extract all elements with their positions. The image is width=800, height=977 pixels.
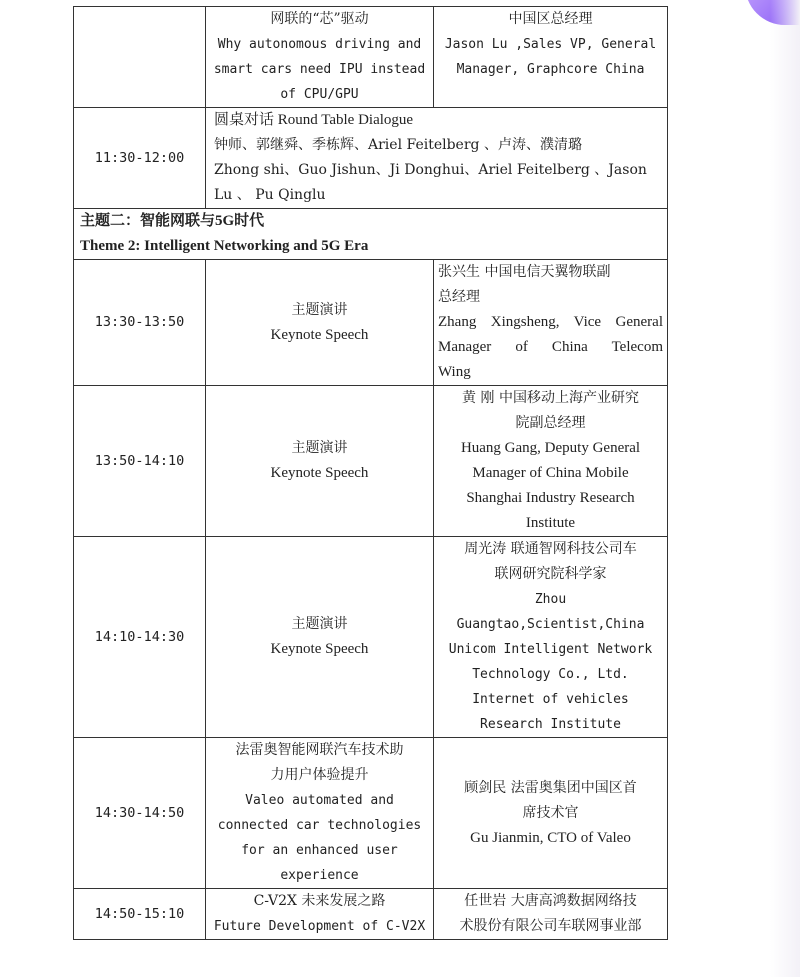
speaker-line: 中国区总经理 [508,11,593,27]
topic-line: Keynote Speech [270,641,369,657]
topic-line: for an enhanced user [241,843,398,858]
speaker-cell [434,7,668,108]
topic-cell [206,537,434,738]
topic-cell [206,889,434,940]
agenda-row [74,386,668,537]
agenda-row [74,889,668,940]
speaker-line: 任世岩 大唐高鸿数据网络技 [464,893,637,909]
time-cell: 14:10-14:30 [74,537,206,738]
agenda-row [74,738,668,889]
topic-cell [206,260,434,386]
topic-line: Valeo automated and [245,793,394,808]
speaker-line: Wing [438,364,471,380]
topic-line: 法雷奥智能网联汽车技术助 [235,742,404,758]
time-cell: 14:30-14:50 [74,738,206,889]
speaker-line: Guangtao,Scientist,China [456,617,645,632]
speaker-line: Huang Gang, Deputy General [460,440,641,456]
speaker-line: 张兴生 中国电信天翼物联副 [438,264,611,280]
topic-cell [206,7,434,108]
time-cell: 11:30-12:00 [74,108,206,209]
speaker-cell [434,889,668,940]
speaker-cell [434,386,668,537]
roundtable-line: 钟师、郭继舜、季栋辉、Ariel Feitelberg 、卢涛、濮清璐 [214,137,582,153]
topic-cell [206,386,434,537]
topic-cell [206,738,434,889]
topic-line: Future Development of C-V2X [213,919,426,934]
speaker-line: Manager of China Mobile [472,465,629,481]
speaker-line: Manager, Graphcore China [456,62,645,77]
speaker-line: Gu Jianmin, CTO of Valeo [470,829,631,846]
page-edge-shadow [770,0,800,977]
topic-line: smart cars need IPU instead [213,62,426,77]
agenda-table [73,6,668,940]
speaker-line: 周光涛 联通智网科技公司车 [464,541,637,557]
topic-line: Keynote Speech [270,326,369,343]
topic-line: of CPU/GPU [280,87,359,102]
speaker-cell [434,537,668,738]
topic-line: connected car technologies [217,818,422,833]
topic-line: C-V2X 未来发展之路 [253,893,386,909]
speaker-cell [434,260,668,386]
speaker-line: Technology Co., Ltd. [472,667,629,682]
speaker-line: Zhang Xingsheng, Vice General [438,314,663,330]
speaker-line: Shanghai Industry Research [466,490,635,506]
time-cell: 13:30-13:50 [74,260,206,386]
roundtable-cell [206,108,668,209]
speaker-line: Institute [525,515,576,531]
roundtable-line: Lu 、 Pu Qinglu [214,187,326,203]
theme-cell [74,209,668,260]
agenda-row [74,260,668,386]
topic-line: 主题演讲 [291,440,348,456]
topic-line: 主题演讲 [291,616,348,632]
agenda-row [74,7,668,108]
speaker-cell [434,738,668,889]
speaker-line: 顾剑民 法雷奥集团中国区首 [464,779,637,796]
speaker-line: Zhou [534,592,567,607]
agenda-row [74,108,668,209]
time-cell [74,7,206,108]
speaker-line: Manager of China Telecom [438,339,663,355]
speaker-line: 院副总经理 [515,415,586,431]
speaker-line: Internet of vehicles [472,692,629,707]
topic-line: 网联的“芯”驱动 [270,11,369,27]
topic-line: 力用户体验提升 [270,767,369,783]
speaker-line: Research Institute [480,717,621,732]
speaker-line: 席技术官 [522,804,579,821]
theme-row [74,209,668,260]
roundtable-title: 圆桌对话 Round Table Dialogue [214,112,414,128]
time-cell: 14:50-15:10 [74,889,206,940]
topic-line: 主题演讲 [291,301,348,318]
speaker-line: 总经理 [438,289,480,305]
roundtable-line: Zhong shi、Guo Jishun、Ji Donghui、Ariel Feitelberg 、Jason [214,162,647,178]
theme-title-cn: 主题二：智能网联与5G时代 [80,213,265,229]
theme-title-en: Theme 2: Intelligent Networking and 5G Era [80,238,369,254]
topic-line: Why autonomous driving and [217,37,422,52]
agenda-row [74,537,668,738]
speaker-line: 联网研究院科学家 [494,566,607,582]
speaker-line: Jason Lu ,Sales VP, General [444,37,657,52]
speaker-line: 黄 刚 中国移动上海产业研究 [462,390,639,406]
topic-line: experience [280,868,359,883]
speaker-line: 术股份有限公司车联网事业部 [459,918,642,934]
topic-line: Keynote Speech [270,465,369,481]
speaker-line: Unicom Intelligent Network [448,642,653,657]
time-cell: 13:50-14:10 [74,386,206,537]
